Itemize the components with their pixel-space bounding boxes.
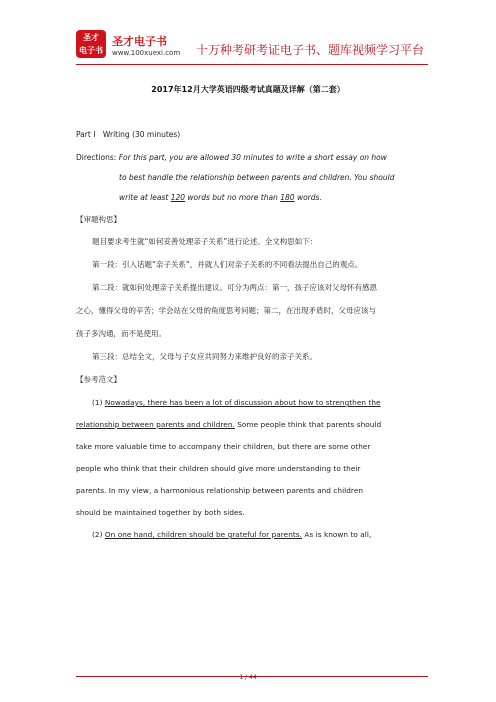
essay-line-5: parents. In my view, a harmonious relationship between parents and children [76, 486, 364, 495]
directions-line-1 [76, 153, 387, 163]
min-words: 120 [170, 193, 186, 202]
essay-text: As is known to all, [302, 530, 372, 539]
analysis-para-2: 第一段：引入话题“亲子关系”，并就人们对亲子关系的不同看法提出自己的观点。 [92, 260, 363, 269]
analysis-para-4: 第三段：总结全文，父母与子女应共同努力来维护良好的亲子关系。 [92, 352, 317, 361]
essay-line-2 [76, 420, 381, 430]
para-number: (2) [92, 530, 105, 539]
page-header [0, 0, 496, 72]
section-heading-analysis: 【审题构思】 [76, 215, 121, 224]
essay-text: Some people think that parents should [234, 420, 382, 429]
section-heading-sample: 【参考范文】 [76, 375, 121, 384]
analysis-para-3-line-3: 孩子多沟通，而不是使用。 [76, 329, 166, 338]
topic-sentence: Nowadays, there has been a lot of discussion about how to strengthen the [104, 398, 381, 407]
dir-text: words. [294, 193, 322, 202]
dir-text: write at least [119, 193, 171, 202]
header-slogan: 十万种考研考证电子书、题库视频学习平台 [196, 43, 425, 57]
essay-line-6: should be maintained together by both sides. [76, 508, 245, 517]
shengcai-logo [76, 30, 106, 58]
page-number: 1 / 44 [239, 674, 257, 681]
para-number: (1) [92, 398, 105, 407]
topic-sentence-2: On one hand, children should be grateful for parents. [104, 530, 303, 539]
directions-label: Directions: [76, 153, 119, 162]
analysis-para-3-line-1: 第二段：就如何处理亲子关系提出建议。可分为两点：第一，孩子应该对父母怀有感恩 [92, 283, 377, 292]
directions-line-3 [119, 193, 322, 203]
analysis-para-1: 题目要求考生就“如何妥善处理亲子关系”进行论述。全文构思如下： [92, 237, 318, 246]
document-title: 2017年12月大学英语四级考试真题及详解（第二套） [151, 85, 345, 94]
part-heading: Part Ⅰ Writing (30 minutes) [76, 130, 181, 139]
directions-text-1: For this part, you are allowed 30 minutes to write a short essay on how [118, 153, 387, 162]
logo-line1: 圣才 [83, 33, 99, 42]
essay-line-3: take more valuable time to accompany their children, but there are some other [76, 442, 371, 451]
essay-line-4: people who think that their children should give more understanding to their [76, 464, 361, 473]
header-divider [76, 64, 428, 65]
logo-line2: 电子书 [79, 46, 103, 55]
essay-line-1 [92, 398, 381, 408]
directions-line-2: to best handle the relationship between parents and children. You should [119, 173, 395, 182]
max-words: 180 [280, 193, 295, 202]
essay-line-7 [92, 530, 371, 540]
analysis-para-3-line-2: 之心，懂得父母的辛苦；学会站在父母的角度思考问题；第二，在出现矛盾时，父母应该与 [76, 306, 376, 315]
brand-name: 圣才电子书 [112, 35, 167, 48]
brand-url[interactable]: www.100xuexi.com [112, 49, 181, 57]
dir-text: words but no more than [185, 193, 281, 202]
topic-sentence-end: relationship between parents and children. [76, 420, 235, 429]
